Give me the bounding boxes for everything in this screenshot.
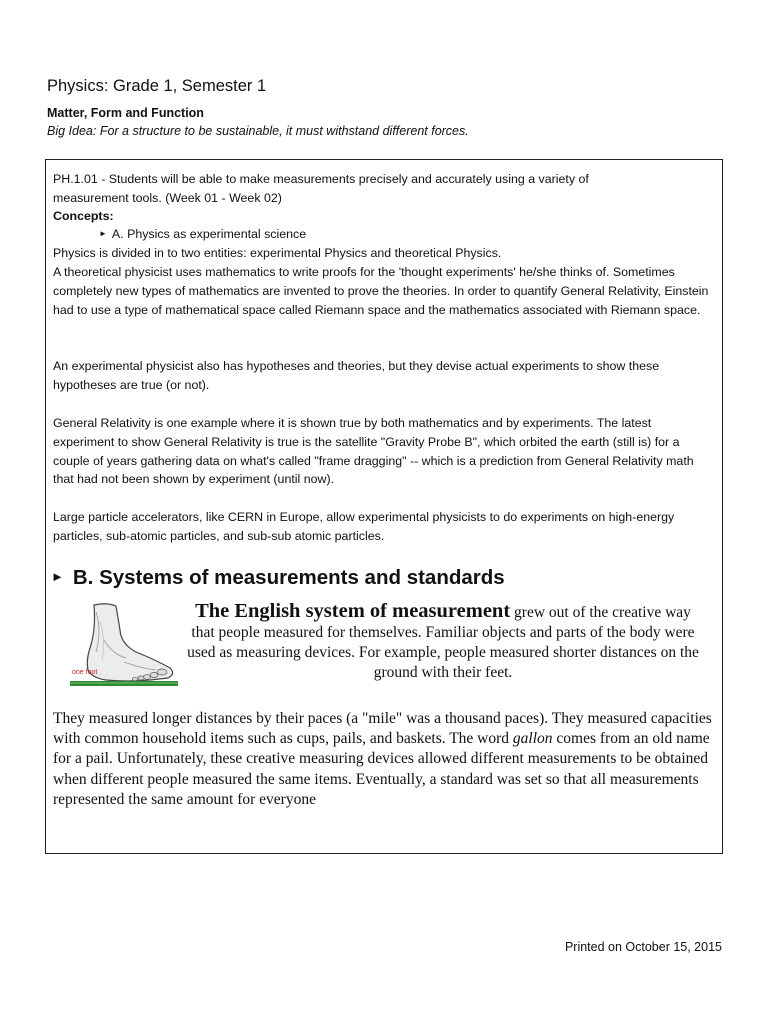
standard-content-box [45, 159, 723, 854]
paragraph-physics-division: Physics is divided in to two entities: experimental Physics and theoretical Physics. [53, 246, 502, 260]
concept-a [99, 225, 759, 244]
figure-label: one foot [72, 669, 98, 676]
concepts-label: Concepts: [53, 209, 114, 223]
standard-line-2: measurement tools. (Week 01 - Week 02) [53, 191, 282, 205]
english-system-intro [183, 601, 703, 683]
paragraph-particle-accelerators: Large particle accelerators, like CERN in Europe, allow experimental physicists to do experiments on high-energy particles, sub-atomic particles, and sub-sub atomic particles. [53, 510, 675, 543]
english-body-part-2: comes from an old name for a pail. Unfortunately, these creative measuring devices allowed different measurements to be obtained when different people measured the same items. Eventually, a standard was set so that all measurements represented the same amount for everyone [53, 730, 710, 808]
triangle-bullet-icon: ► [99, 229, 107, 238]
big-idea: Big Idea: For a structure to be sustainable, it must withstand different forces. [47, 124, 469, 138]
standard-line-1: PH.1.01 - Students will be able to make measurements precisely and accurately using a variety of [53, 172, 589, 186]
unit-heading: Matter, Form and Function [47, 106, 204, 120]
paragraph-experimental: An experimental physicist also has hypotheses and theories, but they devise actual experiments to show these hypotheses are true (or not). [53, 359, 660, 392]
section-b-heading [51, 564, 505, 591]
paragraph-theoretical: A theoretical physicist uses mathematics to write proofs for the 'thought experiments' he/she thinks of. Sometimes completely new types of mathematics are invented to prove the theories. In order to quantify General Relativity, Einstein had to use a type of mathematical space called Riemann space and the mathematics associated with Riemann space. [53, 265, 709, 317]
printed-date: Printed on October 15, 2015 [564, 940, 722, 954]
triangle-bullet-icon: ► [51, 569, 64, 584]
gallon-word: gallon [512, 730, 553, 748]
page-title: Physics: Grade 1, Semester 1 [47, 77, 267, 95]
english-system-intro-text: grew out of the creative way that people measured for themselves. Familiar objects and parts of the body were used as measuring devices. For example, people measured shorter distances on the ground with their feet. [187, 604, 699, 681]
paragraph-general-relativity: General Relativity is one example where it is shown true by both mathematics and by experiments. The latest experiment to show General Relativity is true is the satellite "Gravity Probe B", which orbited the earth (still is) for a couple of years gathering data on what's called "frame dragging" -- which is a prediction from General Relativity math that had not been shown by experiment (until now). [53, 416, 694, 487]
english-body-part-1: They measured longer distances by their paces (a "mile" was a thousand paces). They measured capacities with common household items such as cups, pails, and baskets. The word [53, 710, 712, 748]
section-b-heading-text: B. Systems of measurements and standards [72, 566, 505, 589]
foot-illustration [66, 600, 182, 688]
concept-a-label: A. Physics as experimental science [111, 227, 307, 241]
english-system-title: The English system of measurement [195, 600, 511, 622]
english-system-body [53, 709, 723, 810]
